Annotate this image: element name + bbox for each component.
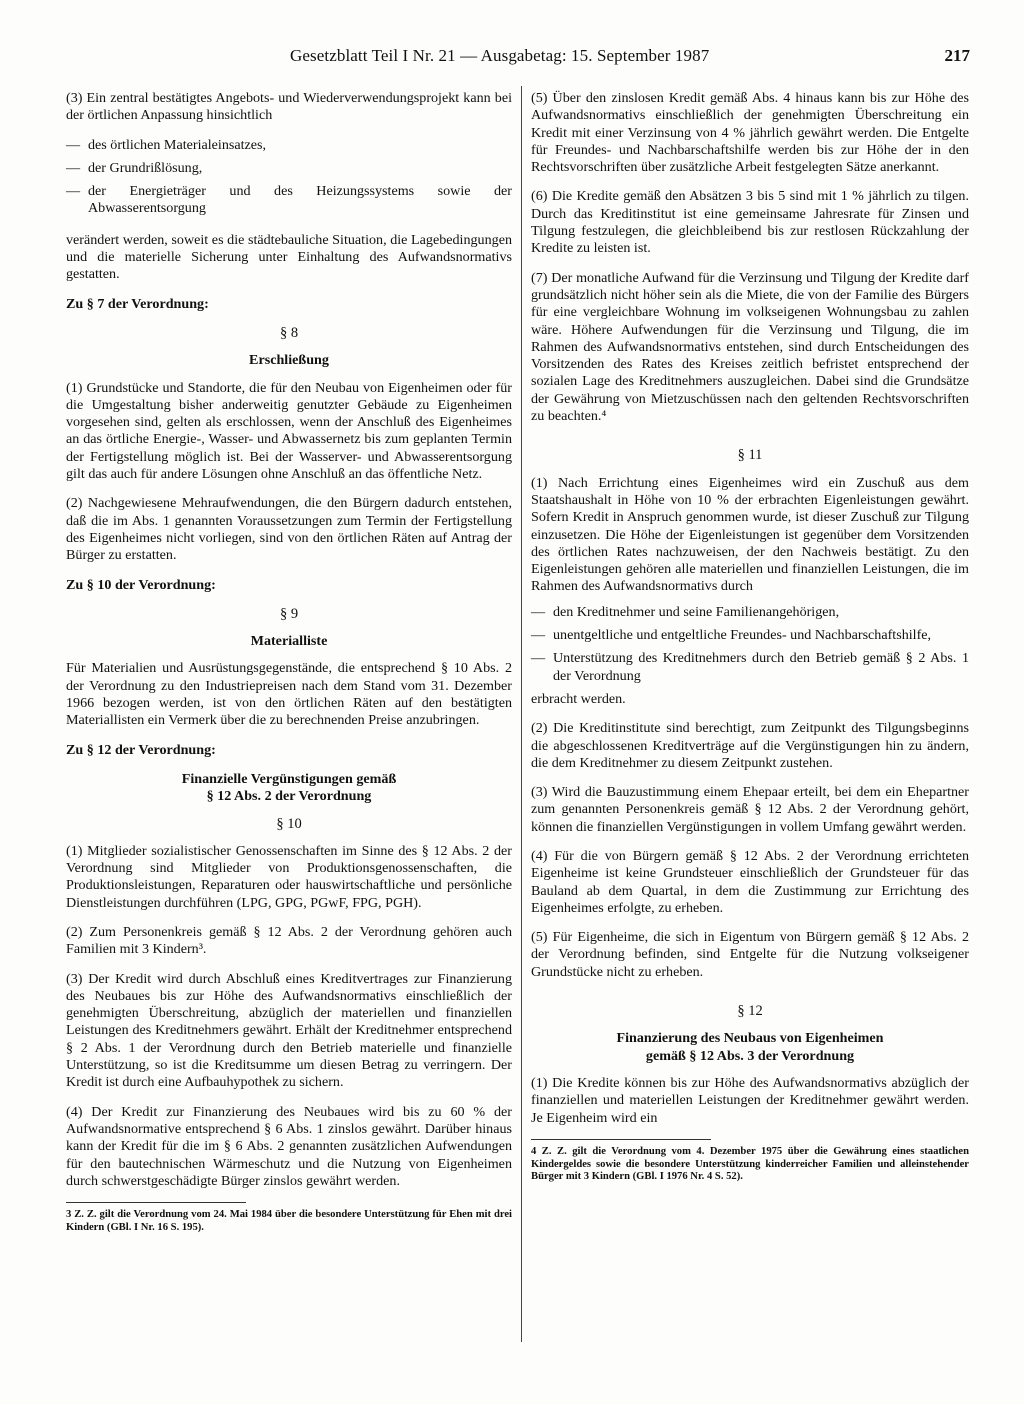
column-divider [521, 86, 522, 1342]
left-column [66, 90, 512, 1235]
paragraph-6: (6) Die Kredite gemäß den Absätzen 3 bis 5 sind mit 1 % jährlich zu tilgen. Durch das Kreditinstitut ist eine gemeinsame Jahresrate für Zinsen und Tilgung festzulegen, die gleichbleibend bis zur restlosen Rückzahlung der Kredite zu leisten ist. [531, 188, 969, 257]
dash-list [66, 137, 512, 218]
footnote-divider [531, 1139, 711, 1140]
footnote-4: 4 Z. Z. gilt die Verordnung vom 4. Dezember 1975 über die Gewährung eines staatlichen Kindergeldes sowie die besondere Unterstützung kinderreicher Familien und alleinstehender Bürger mit 3 Kindern (GBl. I 1976 Nr. 4 S. 52). [531, 1145, 969, 1183]
section-heading-zu-7: Zu § 7 der Verordnung: [66, 295, 209, 312]
footnote-3: 3 Z. Z. gilt die Verordnung vom 24. Mai 1984 über die besondere Unterstützung für Ehen mit drei Kindern (GBl. I Nr. 16 S. 195). [66, 1209, 512, 1233]
header-title: Gesetzblatt Teil I Nr. 21 — Ausgabetag: 15. September 1987 [290, 46, 710, 65]
title-financial-benefits-line-2: § 12 Abs. 2 der Verordnung [206, 788, 372, 805]
list-item: — der Energieträger und des Heizungssystems sowie der Abwasserentsorgung [66, 183, 512, 218]
paragraph-7: (7) Der monatliche Aufwand für die Verzinsung und Tilgung der Kredite darf grundsätzlich nicht höher sein als die Miete, die von der Familie des Bürgers für eine vergleichbare Wohnung im volkseigenen Wohnungsbau zu zahlen wäre. Höhere Aufwendungen für die Verzinsung und Tilgung, die im Rahmen des Aufwandsnormativs entstehen, sind durch Entscheidungen des Vorsitzenden des Rates des Kreises zeitlich befristet entsprechend der sozialen Lage des Kreditnehmers auszugleichen. Dabei sind die Grundsätze der Gewährung von Mietzuschüssen nach den geltenden Rechtsvorschriften zu beachten.⁴ [531, 269, 969, 425]
s10-paragraph-2: (2) Zum Personenkreis gemäß § 12 Abs. 2 der Verordnung gehören auch Familien mit 3 Kindern³. [66, 923, 512, 958]
s10-paragraph-4: (4) Der Kredit zur Finanzierung des Neubaues wird bis zu 60 % der Aufwandsnormative entsprechend § 6 Abs. 1 zinslos gewährt. Darüber hinaus kann der Kredit für die im § 6 Abs. 2 genannten zusätzlichen Aufwendungen für den bautechnischen Wärmeschutz und die Nutzung von Eigenheimen durch schwerstgeschädigte Bürger zinslos gewährt werden. [66, 1103, 512, 1189]
page-header [290, 46, 970, 70]
paragraph-number-10: § 10 [276, 815, 302, 832]
s12-paragraph-1: (1) Die Kredite können bis zur Höhe des Aufwandsnormativs abzüglich der finanziellen und materiellen Leistungen der Kreditnehmer gewährt werden. Je Eigenheim wird ein [531, 1074, 969, 1126]
paragraph-5: (5) Über den zinslosen Kredit gemäß Abs. 4 hinaus kann bis zur Höhe des Aufwandsnormativs einschließlich der genehmigten Überschreitung ein Kredit mit einer Verzinsung von 4 % jährlich gewährt werden. Die Entgelte für Freundes- und Nachbarschaftshilfe werden bis zur Höhe der in den Rechtsvorschriften über zusätzliche Arbeit festgelegten Sätze anerkannt. [531, 90, 969, 176]
list-item: — Unterstützung des Kreditnehmers durch den Betrieb gemäß § 2 Abs. 1 der Verordnung [531, 650, 969, 685]
page-number: 217 [944, 46, 970, 65]
dash-list [531, 604, 969, 685]
s10-paragraph-3: (3) Der Kredit wird durch Abschluß eines Kreditvertrages zur Finanzierung des Neubaues bis zur Höhe des Aufwandsnormativs einschließlich der genehmigten Überschreitung, abzüglich der materiellen und finanziellen Leistungen des Kreditnehmers gewährt. Erhält der Kreditnehmer entsprechend § 2 Abs. 1 der Verordnung durch den Betrieb materielle und finanzielle Unterstützung, so ist die Kreditsumme um diesen Betrag zu verringern. Der Kredit ist durch eine Aufbauhypothek zu sichern. [66, 970, 512, 1091]
section-heading-zu-10: Zu § 10 der Verordnung: [66, 576, 216, 593]
title-financing-line-1: Finanzierung des Neubaus von Eigenheimen [616, 1030, 884, 1047]
s11-paragraph-1-intro: (1) Nach Errichtung eines Eigenheimes wird ein Zuschuß aus dem Staatshaushalt in Höhe von 10 % der erbrachten Eigenleistungen gewährt. Sofern Kredit in Anspruch genommen wurde, ist dieser Zuschuß zur Tilgung einzusetzen. Die Höhe der Eigenleistungen ist gegenüber dem Vorsitzenden des örtlichen Rates nachzuweisen, der den Nachweis bestätigt. Zu den Eigenleistungen gehören alle materiellen und finanziellen Leistungen, die im Rahmen des Aufwandsnormativs durch [531, 474, 969, 595]
footnote-divider [66, 1202, 246, 1203]
paragraph-3-intro: (3) Ein zentral bestätigtes Angebots- und Wiederverwendungsprojekt kann bei der örtlichen Anpassung hinsichtlich [66, 90, 512, 124]
s11-paragraph-3: (3) Wird die Bauzustimmung einem Ehepaar erteilt, bei dem ein Ehepartner zum genannten Personenkreis gemäß § 12 Abs. 2 der Verordnung gehört, können die finanziellen Vergünstigungen in vollem Umfang gewährt werden. [531, 784, 969, 835]
s8-paragraph-1: (1) Grundstücke und Standorte, die für den Neubau von Eigenheimen oder für die Umgestaltung bisher anderweitig genutzter Gebäude zu Eigenheimen vorgesehen sind, gelten als erschlossen, wenn der Anschluß des Eigenheimes an das örtliche Energie-, Wasser- und Abwassernetz bis zum geplanten Termin der Fertigstellung möglich ist. Bei der Wasserver- und Abwasserentsorgung gilt das auch für andere Lösungen ohne Anschluß an das öffentliche Netz. [66, 379, 512, 483]
s9-paragraph-1: Für Materialien und Ausrüstungsgegenstände, die entsprechend § 10 Abs. 2 der Verordnung zu den Industriepreisen nach dem Stand vom 31. Dezember 1966 bezogen werden, ist von den örtlichen Räten auf den bestätigten Materiallisten ein Vermerk über die zu berechnenden Preise anzubringen. [66, 660, 512, 729]
s8-paragraph-2: (2) Nachgewiesene Mehraufwendungen, die den Bürgern dadurch entstehen, daß die im Abs. 1 genannten Voraussetzungen zum Termin der Fertigstellung des Eigenheimes nicht vorliegen, sind von den örtlichen Räten auf Antrag der Bürger zu erstatten. [66, 495, 512, 564]
s11-paragraph-1-outro: erbracht werden. [531, 690, 626, 707]
paragraph-number-9: § 9 [279, 605, 299, 622]
paragraph-number-12: § 12 [737, 1003, 763, 1020]
s11-paragraph-5: (5) Für Eigenheime, die sich in Eigentum von Bürgern gemäß § 12 Abs. 2 der Verordnung befinden, sind Entgelte für die Nutzung volkseigener Grundstücke nicht zu erheben. [531, 929, 969, 980]
list-item: — der Grundrißlösung, [66, 160, 512, 177]
s11-paragraph-2: (2) Die Kreditinstitute sind berechtigt, zum Zeitpunkt des Tilgungsbeginns die abgeschlossenen Kreditverträge auf die Vergünstigungen hin zu ändern, die dem Kreditnehmer zu diesem Zeitpunkt zustehen. [531, 720, 969, 771]
title-financial-benefits-line-1: Finanzielle Vergünstigungen gemäß [181, 770, 397, 787]
paragraph-number-11: § 11 [737, 447, 763, 464]
title-financing-line-2: gemäß § 12 Abs. 3 der Verordnung [645, 1047, 855, 1064]
list-item: — des örtlichen Materialeinsatzes, [66, 137, 512, 154]
paragraph-title-erschliessung: Erschließung [249, 352, 329, 369]
s10-paragraph-1: (1) Mitglieder sozialistischer Genossenschaften im Sinne des § 12 Abs. 2 der Verordnung sind Mitglieder von Produktionsgenossenschaften, die Produktionsleistungen, Reparaturen oder hauswirtschaftliche und persönliche Dienstleistungen durchführen (LPG, GPG, PGwF, FPG, PGH). [66, 842, 512, 911]
right-column [531, 90, 969, 1184]
paragraph-title-materialliste: Materialliste [250, 633, 328, 650]
paragraph-3-outro: verändert werden, soweit es die städtebauliche Situation, die Lagebedingungen und die materielle Sicherung unter Einhaltung des Aufwandsnormativs gestatten. [66, 231, 512, 283]
s11-paragraph-4: (4) Für die von Bürgern gemäß § 12 Abs. 2 der Verordnung errichteten Eigenheime ist keine Grundsteuer einschließlich der Grundsteuer für das Bauland ab dem Quartal, in dem die Zustimmung zur Errichtung des Eigenheimes erfolgte, zu erheben. [531, 847, 969, 916]
section-heading-zu-12: Zu § 12 der Verordnung: [66, 741, 216, 758]
list-item: — unentgeltliche und entgeltliche Freundes- und Nachbarschaftshilfe, [531, 627, 969, 644]
paragraph-number-8: § 8 [279, 324, 299, 341]
list-item: — den Kreditnehmer und seine Familienangehörigen, [531, 604, 969, 621]
